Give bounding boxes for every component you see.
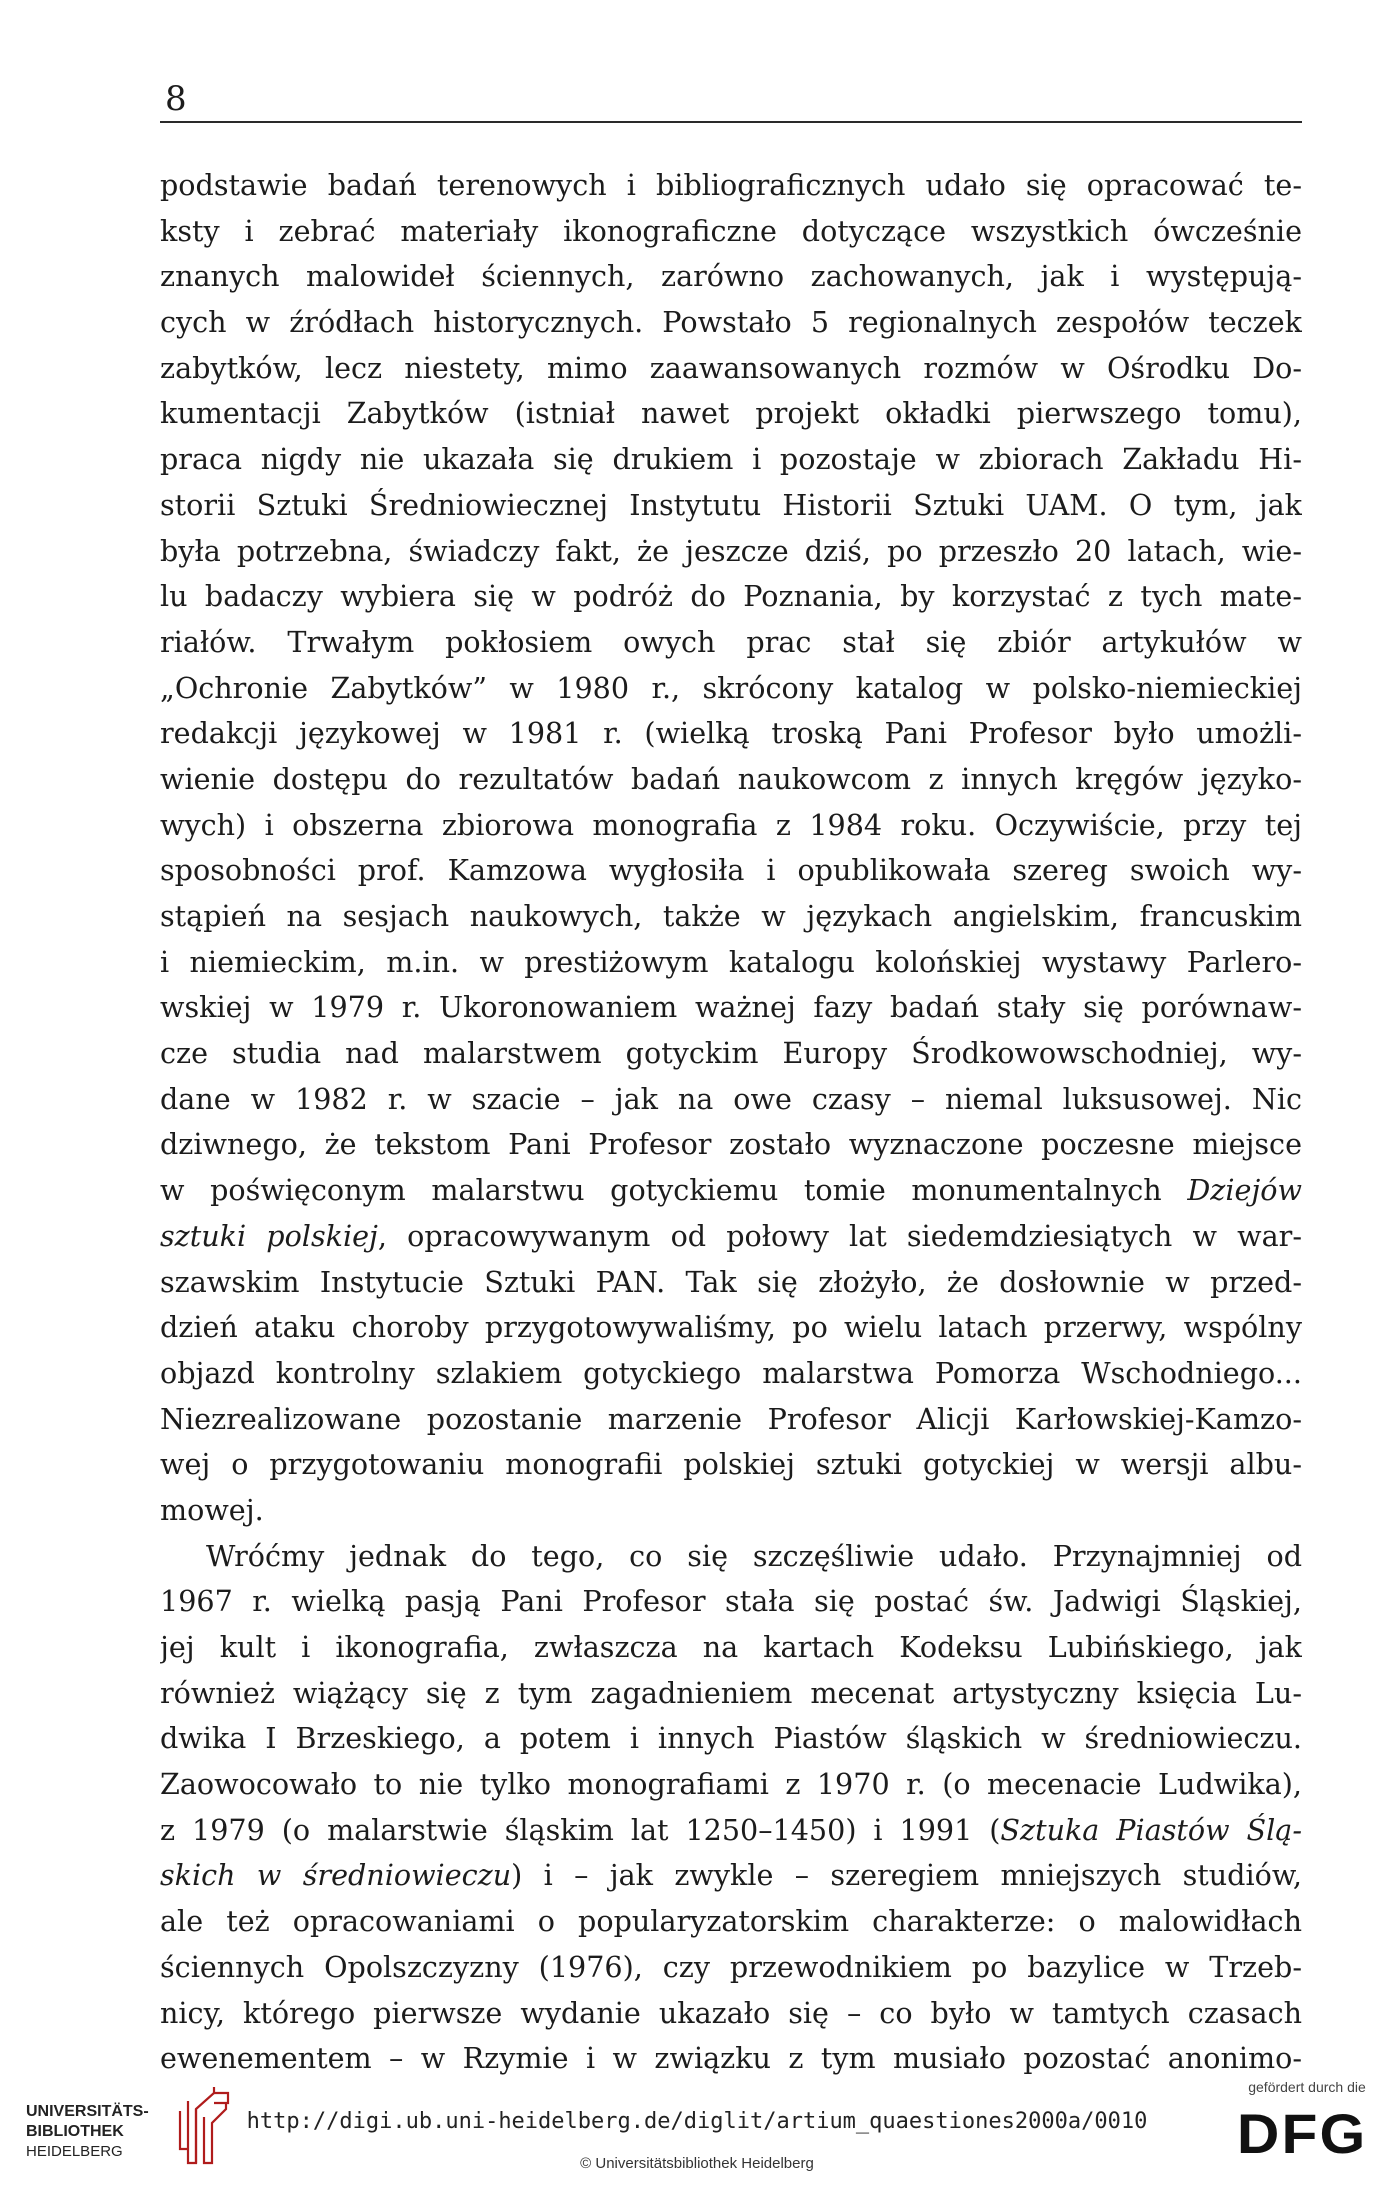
text-line: ewenementem – w Rzymie i w związku z tym musiało pozostać anonimo- (160, 2041, 1302, 2076)
dfg-funding-logo (1232, 2079, 1382, 2179)
text-line: Niezrealizowane pozostanie marzenie Profesor Alicji Karłowskiej-Kamzo- (160, 1401, 1302, 1436)
text-line: również wiążący się z tym zagadnieniem mecenat artystyczny księcia Lu- (160, 1675, 1302, 1710)
body-text (160, 163, 1302, 2082)
text-line: kumentacji Zabytków (istniał nawet projekt okładki pierwszego tomu), (160, 396, 1302, 431)
header-rule (160, 121, 1302, 123)
text-line: „Ochronie Zabytków” w 1980 r., skrócony katalog w polsko-niemieckiej (160, 670, 1302, 705)
text-line: wych) i obszerna zbiorowa monografia z 1984 roku. Oczywiście, przy tej (160, 807, 1302, 842)
text-line: dane w 1982 r. w szacie – jak na owe czasy – niemal luksusowej. Nic (160, 1081, 1302, 1116)
text-line: z 1979 (o malarstwie śląskim lat 1250–1450) i 1991 (Sztuka Piastów Ślą- (160, 1812, 1302, 1847)
book-title: sztuki polskiej (160, 1218, 378, 1253)
text-line: jej kult i ikonografia, zwłaszcza na kartach Kodeksu Lubińskiego, jak (160, 1630, 1302, 1664)
library-name-line2: BIBLIOTHEK (26, 2123, 124, 2140)
text-line: w poświęconym malarstwu gotyckiemu tomie monumentalnych Dziejów (160, 1173, 1302, 1208)
text-line: redakcji językowej w 1981 r. (wielką troską Pani Profesor było umożli- (160, 716, 1302, 751)
text-line: była potrzebna, świadczy fakt, że jeszcze dziś, po przeszło 20 latach, wie- (160, 533, 1302, 568)
text-line: lu badaczy wybiera się w podróż do Poznania, by korzystać z tych mate- (160, 579, 1302, 614)
text-line: wej o przygotowaniu monografii polskiej sztuki gotyckiej w wersji albu- (160, 1447, 1302, 1482)
text-line: dziwnego, że tekstom Pani Profesor zostało wyznaczone poczesne miejsce (160, 1127, 1302, 1162)
text-line: sztuki polskiej, opracowywanym od połowy lat siedemdziesiątych w war- (160, 1218, 1302, 1253)
text-line: riałów. Trwałym pokłosiem owych prac stał się zbiór artykułów w (160, 624, 1302, 659)
text-line: Zaowocowało to nie tylko monografiami z 1970 r. (o mecenacie Ludwika), (160, 1767, 1302, 1802)
digital-copy-url[interactable]: http://digi.ub.uni-heidelberg.de/diglit/artium_quaestiones2000a/0010 (246, 2109, 1148, 2134)
text-line: ściennych Opolszczyzny (1976), czy przewodnikiem po bazylice w Trzeb- (160, 1949, 1302, 1984)
text-line: podstawie badań terenowych i bibliograficznych udało się opracować te- (160, 168, 1302, 202)
text-line: i niemieckim, m.in. w prestiżowym katalogu kolońskiej wystawy Parlero- (160, 944, 1302, 979)
text-line: sposobności prof. Kamzowa wygłosiła i opublikowała szereg swoich wy- (160, 853, 1302, 888)
dfg-logo-text: DFG (1236, 2102, 1368, 2165)
page-footer (0, 2075, 1394, 2185)
book-title: Dziejów (1187, 1173, 1302, 1208)
book-title: skich w średniowieczu (160, 1858, 512, 1893)
text-line: zabytków, lecz niestety, mimo zaawansowanych rozmów w Ośrodku Do- (160, 350, 1302, 385)
text-line: 1967 r. wielką pasją Pani Profesor stała się postać św. Jadwigi Śląskiej, (160, 1584, 1302, 1619)
book-title: Sztuka Piastów Ślą- (1000, 1812, 1302, 1847)
text-line: ksty i zebrać materiały ikonograficzne dotyczące wszystkich ówcześnie (160, 213, 1302, 248)
text-line: Wróćmy jednak do tego, co się szczęśliwie udało. Przynajmniej od (206, 1538, 1302, 1573)
page-number: 8 (165, 79, 187, 119)
library-name-line3: HEIDELBERG (26, 2143, 123, 2160)
copyright-notice: © Universitätsbibliothek Heidelberg (580, 2155, 814, 2172)
text-line: znanych malowideł ściennych, zarówno zachowanych, jak i występują- (160, 259, 1302, 294)
text-line: cych w źródłach historycznych. Powstało 5 regionalnych zespołów teczek (160, 305, 1302, 340)
text-line: wienie dostępu do rezultatów badań naukowcom z innych kręgów językо- (160, 761, 1302, 796)
text-line: skich w średniowieczu) i – jak zwykle – szeregiem mniejszych studiów, (160, 1858, 1302, 1893)
library-name-line1: UNIVERSITÄTS- (26, 2103, 149, 2120)
text-line: praca nigdy nie ukazała się drukiem i pozostaje w zbiorach Zakładu Hi- (160, 442, 1302, 477)
text-line: nicy, którego pierwsze wydanie ukazało się – co było w tamtych czasach (160, 1995, 1302, 2030)
text-line: dzień ataku choroby przygotowywaliśmy, po wielu latach przerwy, wspólny (160, 1310, 1302, 1345)
text-line: storii Sztuki Średniowiecznej Instytutu Historii Sztuki UAM. O tym, jak (160, 487, 1302, 522)
text-line: cze studia nad malarstwem gotyckim Europy Środkowowschodniej, wy- (160, 1036, 1302, 1071)
text-line: objazd kontrolny szlakiem gotyckiego malarstwa Pomorza Wschodniego... (160, 1355, 1302, 1390)
text-line: stąpień na sesjach naukowych, także w językach angielskim, francuskim (160, 899, 1302, 933)
text-line: ale też opracowaniami o popularyzatorskim charakterze: o malowidłach (160, 1904, 1302, 1939)
text-line: mowej. (160, 1492, 264, 1527)
text-line: dwika I Brzeskiego, a potem i innych Piastów śląskich w średniowieczu. (160, 1721, 1302, 1756)
text-line: wskiej w 1979 r. Ukoronowaniem ważnej fazy badań stały się porównaw- (160, 990, 1302, 1025)
text-line: szawskim Instytucie Sztuki PAN. Tak się złożyło, że dosłownie w przed- (160, 1264, 1302, 1299)
funding-caption: gefördert durch die (1248, 2079, 1366, 2095)
